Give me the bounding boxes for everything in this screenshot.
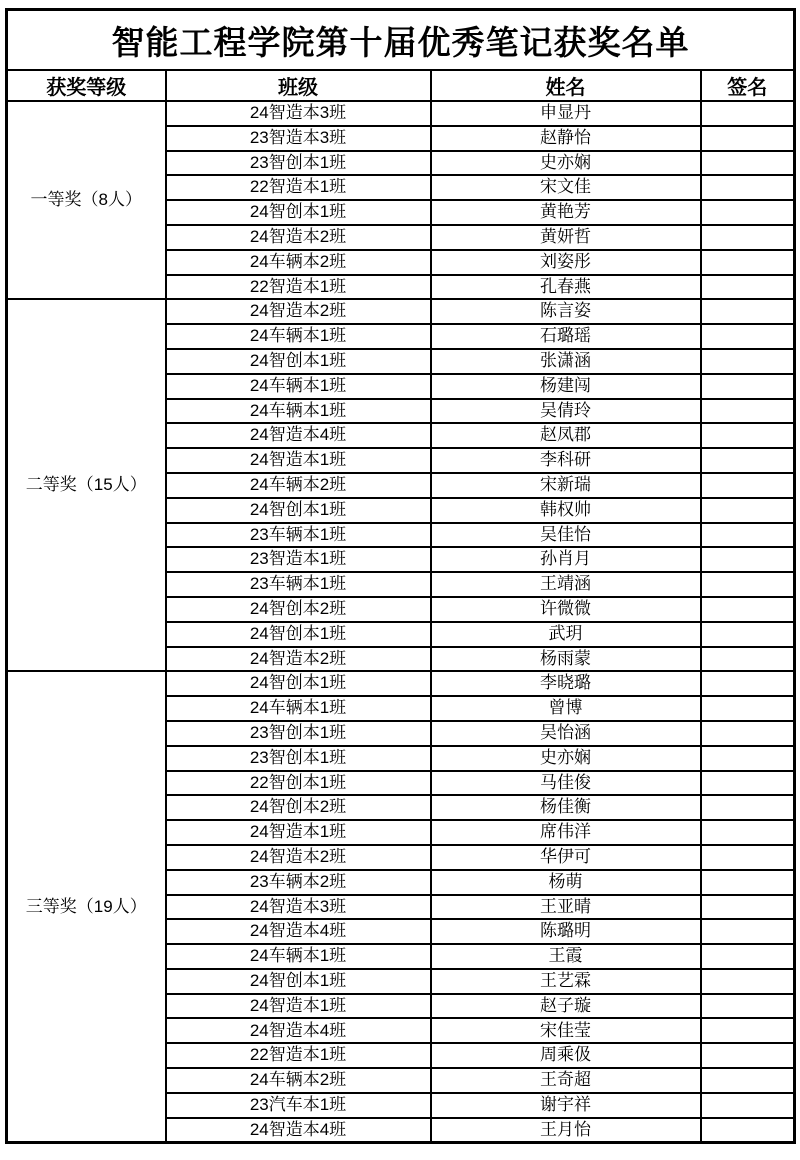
class-cell: 24智创本1班 [166,969,431,994]
signature-cell [701,374,795,399]
name-cell: 赵子璇 [431,994,701,1019]
title-row [7,10,795,71]
class-cell: 24智造本3班 [166,101,431,126]
name-cell: 赵静怡 [431,126,701,151]
signature-cell [701,225,795,250]
signature-cell [701,299,795,324]
signature-cell [701,547,795,572]
page-title: 智能工程学院第十届优秀笔记获奖名单 [7,10,795,71]
class-cell: 24智造本1班 [166,994,431,1019]
name-cell: 黄艳芳 [431,200,701,225]
class-cell: 23智创本1班 [166,746,431,771]
award-table-body [7,101,795,1143]
signature-cell [701,572,795,597]
name-cell: 孔春燕 [431,275,701,300]
class-cell: 23智造本3班 [166,126,431,151]
name-cell: 周乘伋 [431,1043,701,1068]
class-cell: 22智造本1班 [166,275,431,300]
signature-cell [701,423,795,448]
name-cell: 华伊可 [431,845,701,870]
signature-cell [701,994,795,1019]
name-cell: 杨萌 [431,870,701,895]
signature-cell [701,523,795,548]
signature-cell [701,473,795,498]
award-level-cell: 二等奖（15人） [7,299,166,671]
name-cell: 黄妍哲 [431,225,701,250]
class-cell: 24智创本1班 [166,498,431,523]
award-level-cell: 一等奖（8人） [7,101,166,299]
class-cell: 22智造本1班 [166,1043,431,1068]
column-header-name: 姓名 [431,70,701,101]
signature-cell [701,250,795,275]
class-cell: 24车辆本1班 [166,696,431,721]
signature-cell [701,1093,795,1118]
award-table [5,8,796,1144]
signature-cell [701,349,795,374]
class-cell: 23车辆本2班 [166,870,431,895]
name-cell: 王月怡 [431,1118,701,1143]
table-row [7,299,795,324]
class-cell: 24车辆本1班 [166,399,431,424]
signature-cell [701,1068,795,1093]
signature-cell [701,647,795,672]
class-cell: 23车辆本1班 [166,523,431,548]
signature-cell [701,175,795,200]
name-cell: 许微微 [431,597,701,622]
award-level-cell: 三等奖（19人） [7,671,166,1143]
signature-cell [701,870,795,895]
class-cell: 24车辆本1班 [166,374,431,399]
class-cell: 24智创本1班 [166,200,431,225]
signature-cell [701,671,795,696]
name-cell: 宋佳莹 [431,1018,701,1043]
name-cell: 石璐瑶 [431,324,701,349]
name-cell: 宋文佳 [431,175,701,200]
class-cell: 24智创本1班 [166,622,431,647]
name-cell: 陈言姿 [431,299,701,324]
signature-cell [701,1043,795,1068]
signature-cell [701,1018,795,1043]
name-cell: 谢宇祥 [431,1093,701,1118]
name-cell: 杨雨蒙 [431,647,701,672]
class-cell: 24智造本2班 [166,845,431,870]
table-row [7,671,795,696]
class-cell: 22智造本1班 [166,175,431,200]
signature-cell [701,746,795,771]
signature-cell [701,448,795,473]
name-cell: 吴怡涵 [431,721,701,746]
signature-cell [701,101,795,126]
name-cell: 吴佳怡 [431,523,701,548]
signature-cell [701,696,795,721]
signature-cell [701,275,795,300]
table-row [7,101,795,126]
class-cell: 23汽车本1班 [166,1093,431,1118]
name-cell: 王奇超 [431,1068,701,1093]
signature-cell [701,895,795,920]
name-cell: 曾博 [431,696,701,721]
signature-cell [701,919,795,944]
name-cell: 武玥 [431,622,701,647]
signature-cell [701,820,795,845]
signature-cell [701,200,795,225]
signature-cell [701,1118,795,1143]
name-cell: 韩权帅 [431,498,701,523]
column-header-signature: 签名 [701,70,795,101]
class-cell: 24车辆本2班 [166,473,431,498]
class-cell: 24智创本2班 [166,795,431,820]
class-cell: 24智造本1班 [166,820,431,845]
class-cell: 24智造本4班 [166,423,431,448]
class-cell: 24智造本3班 [166,895,431,920]
class-cell: 24车辆本1班 [166,324,431,349]
class-cell: 24智创本1班 [166,349,431,374]
name-cell: 孙肖月 [431,547,701,572]
class-cell: 23智造本1班 [166,547,431,572]
class-cell: 24智造本2班 [166,647,431,672]
signature-cell [701,622,795,647]
name-cell: 王亚晴 [431,895,701,920]
header-row [7,70,795,101]
signature-cell [701,324,795,349]
name-cell: 赵凤郡 [431,423,701,448]
name-cell: 李科研 [431,448,701,473]
signature-cell [701,795,795,820]
name-cell: 刘姿彤 [431,250,701,275]
class-cell: 24车辆本1班 [166,944,431,969]
signature-cell [701,771,795,796]
class-cell: 24智创本2班 [166,597,431,622]
name-cell: 申显丹 [431,101,701,126]
signature-cell [701,944,795,969]
signature-cell [701,721,795,746]
class-cell: 24智造本4班 [166,1118,431,1143]
name-cell: 杨佳衡 [431,795,701,820]
signature-cell [701,498,795,523]
class-cell: 22智创本1班 [166,771,431,796]
name-cell: 史亦娴 [431,746,701,771]
class-cell: 24车辆本2班 [166,250,431,275]
class-cell: 23智创本1班 [166,151,431,176]
signature-cell [701,126,795,151]
class-cell: 24智造本2班 [166,225,431,250]
name-cell: 席伟洋 [431,820,701,845]
signature-cell [701,399,795,424]
signature-cell [701,845,795,870]
class-cell: 24车辆本2班 [166,1068,431,1093]
name-cell: 杨建闯 [431,374,701,399]
signature-cell [701,151,795,176]
name-cell: 张潇涵 [431,349,701,374]
signature-cell [701,969,795,994]
name-cell: 王艺霖 [431,969,701,994]
name-cell: 宋新瑞 [431,473,701,498]
class-cell: 24智造本2班 [166,299,431,324]
class-cell: 24智造本1班 [166,448,431,473]
name-cell: 史亦娴 [431,151,701,176]
signature-cell [701,597,795,622]
column-header-award-level: 获奖等级 [7,70,166,101]
name-cell: 马佳俊 [431,771,701,796]
class-cell: 23智创本1班 [166,721,431,746]
class-cell: 24智造本4班 [166,1018,431,1043]
class-cell: 24智创本1班 [166,671,431,696]
name-cell: 王霞 [431,944,701,969]
name-cell: 吴倩玲 [431,399,701,424]
name-cell: 陈璐明 [431,919,701,944]
column-header-class: 班级 [166,70,431,101]
class-cell: 23车辆本1班 [166,572,431,597]
name-cell: 李晓璐 [431,671,701,696]
name-cell: 王靖涵 [431,572,701,597]
class-cell: 24智造本4班 [166,919,431,944]
